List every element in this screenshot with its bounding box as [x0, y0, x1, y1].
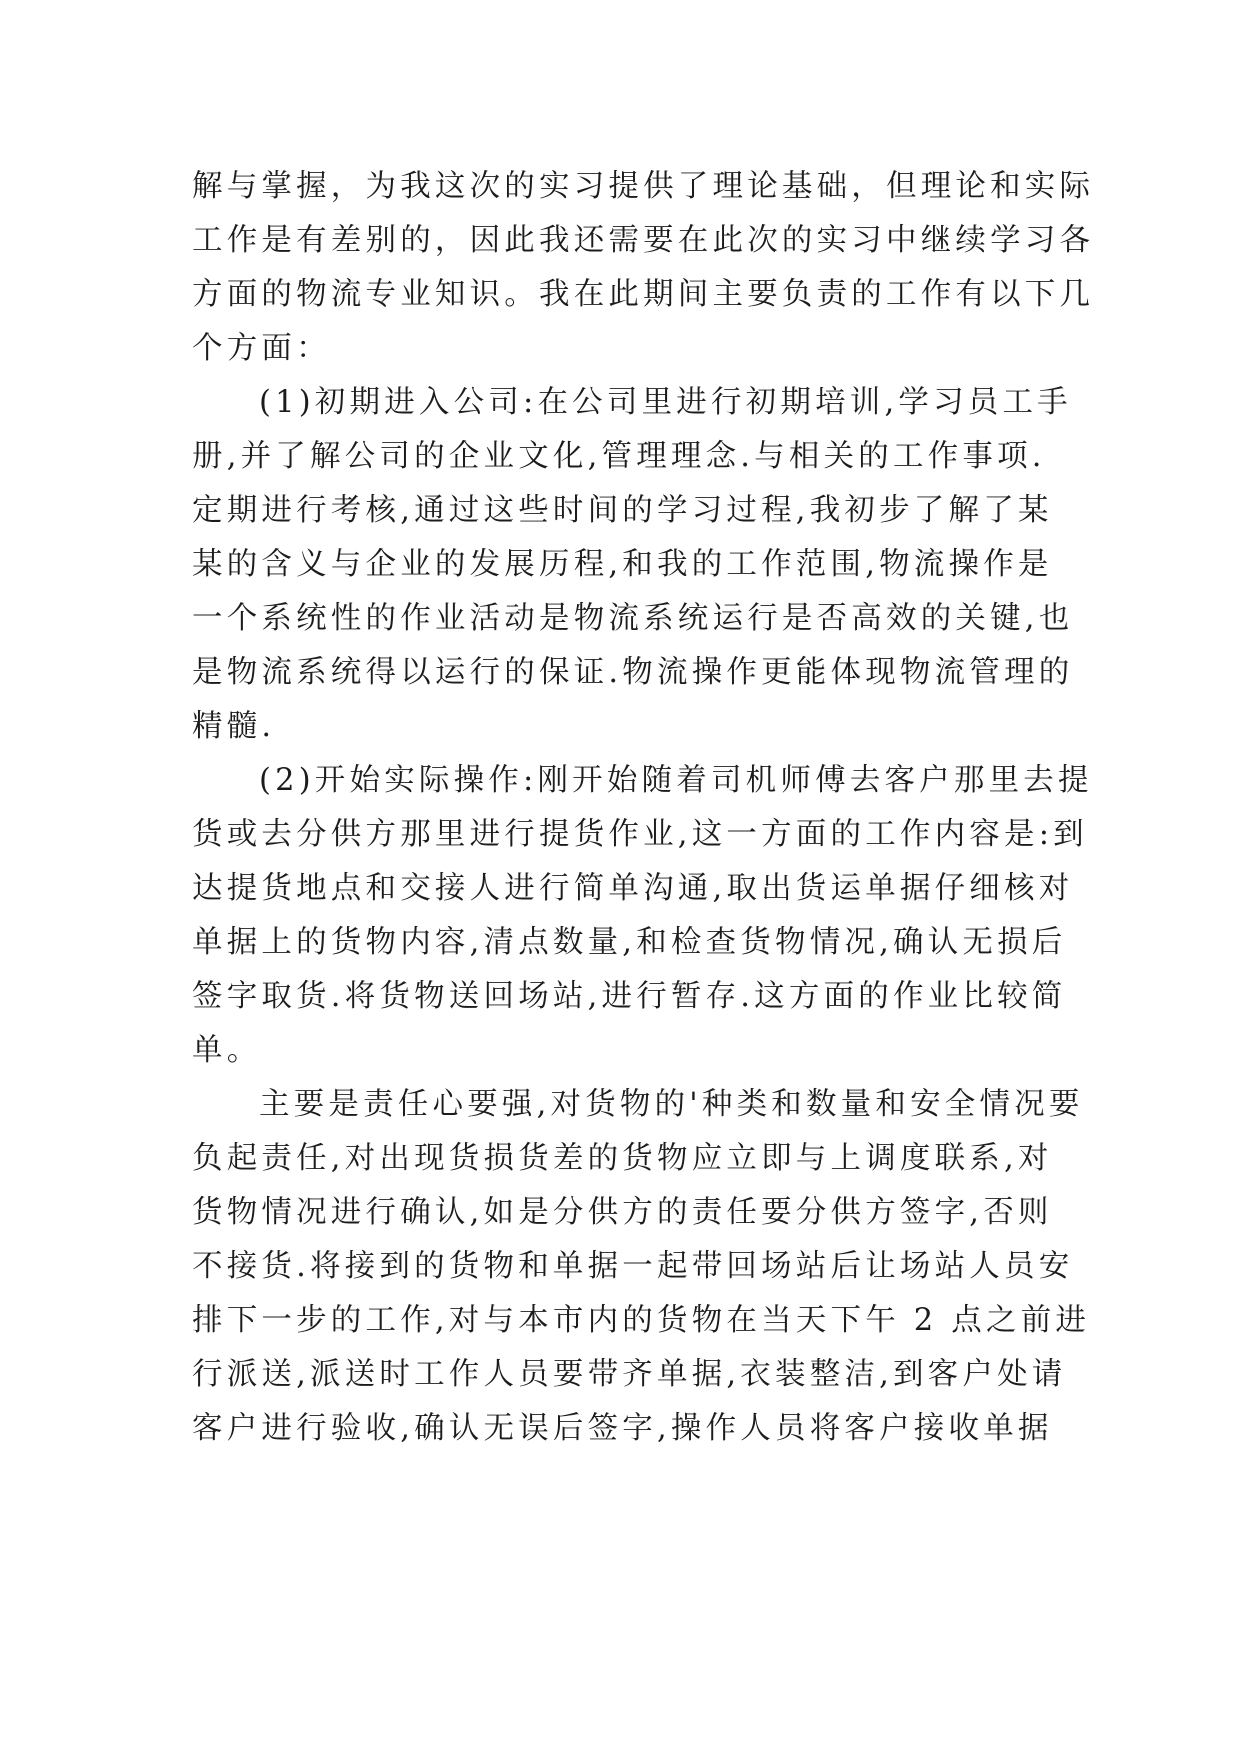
- text-line: 主要是责任心要强,对货物的'种类和数量和安全情况要: [259, 1087, 1084, 1122]
- text-line: 册,并了解公司的企业文化,管理理念.与相关的工作事项.: [192, 439, 1046, 474]
- text-line: 负起责任,对出现货损货差的货物应立即与上调度联系,对: [192, 1141, 1053, 1176]
- text-line: 货物情况进行确认,如是分供方的责任要分供方签字,否则: [192, 1195, 1053, 1230]
- text-line: 是物流系统得以运行的保证.物流操作更能体现物流管理的: [192, 655, 1074, 690]
- text-line: (2)开始实际操作:刚开始随着司机师傅去客户那里去提: [259, 763, 1093, 798]
- text-line: 不接货.将接到的货物和单据一起带回场站后让场站人员安: [192, 1249, 1074, 1284]
- paragraph-intro: [192, 160, 1095, 376]
- text-line: 解与掌握，为我这次的实习提供了理论基础，但理论和实际: [192, 169, 1095, 204]
- paragraph-responsibility: [192, 1078, 1091, 1456]
- text-line: 工作是有差别的，因此我还需要在此次的实习中继续学习各: [192, 223, 1095, 258]
- text-line: 单据上的货物内容,清点数量,和检查货物情况,确认无损后: [192, 925, 1067, 960]
- text-line: 排下一步的工作,对与本市内的货物在当天下午 2 点之前进: [192, 1303, 1091, 1338]
- paragraph-actual-operation: [192, 754, 1093, 1078]
- text-line: (1)初期进入公司:在公司里进行初期培训,学习员工手: [259, 385, 1072, 420]
- text-line: 定期进行考核,通过这些时间的学习过程,我初步了解了某: [192, 493, 1053, 528]
- text-line: 客户进行验收,确认无误后签字,操作人员将客户接收单据: [192, 1411, 1053, 1446]
- text-line: 方面的物流专业知识。我在此期间主要负责的工作有以下几: [192, 277, 1095, 312]
- text-line: 签字取货.将货物送回场站,进行暂存.这方面的作业比较简: [192, 979, 1067, 1014]
- text-line: 一个系统性的作业活动是物流系统运行是否高效的关键,也: [192, 601, 1074, 636]
- text-line: 行派送,派送时工作人员要带齐单据,衣装整洁,到客户处请: [192, 1357, 1067, 1392]
- document-body: [192, 160, 1095, 1456]
- text-line: 单。: [192, 1033, 262, 1068]
- paragraph-initial-onboarding: [192, 376, 1074, 754]
- text-line: 达提货地点和交接人进行简单沟通,取出货运单据仔细核对: [192, 871, 1074, 906]
- text-line: 某的含义与企业的发展历程,和我的工作范围,物流操作是: [192, 547, 1053, 582]
- text-line: 精髓.: [192, 709, 276, 744]
- text-line: 个方面：: [192, 331, 331, 366]
- text-line: 货或去分供方那里进行提货作业,这一方面的工作内容是:到: [192, 817, 1088, 852]
